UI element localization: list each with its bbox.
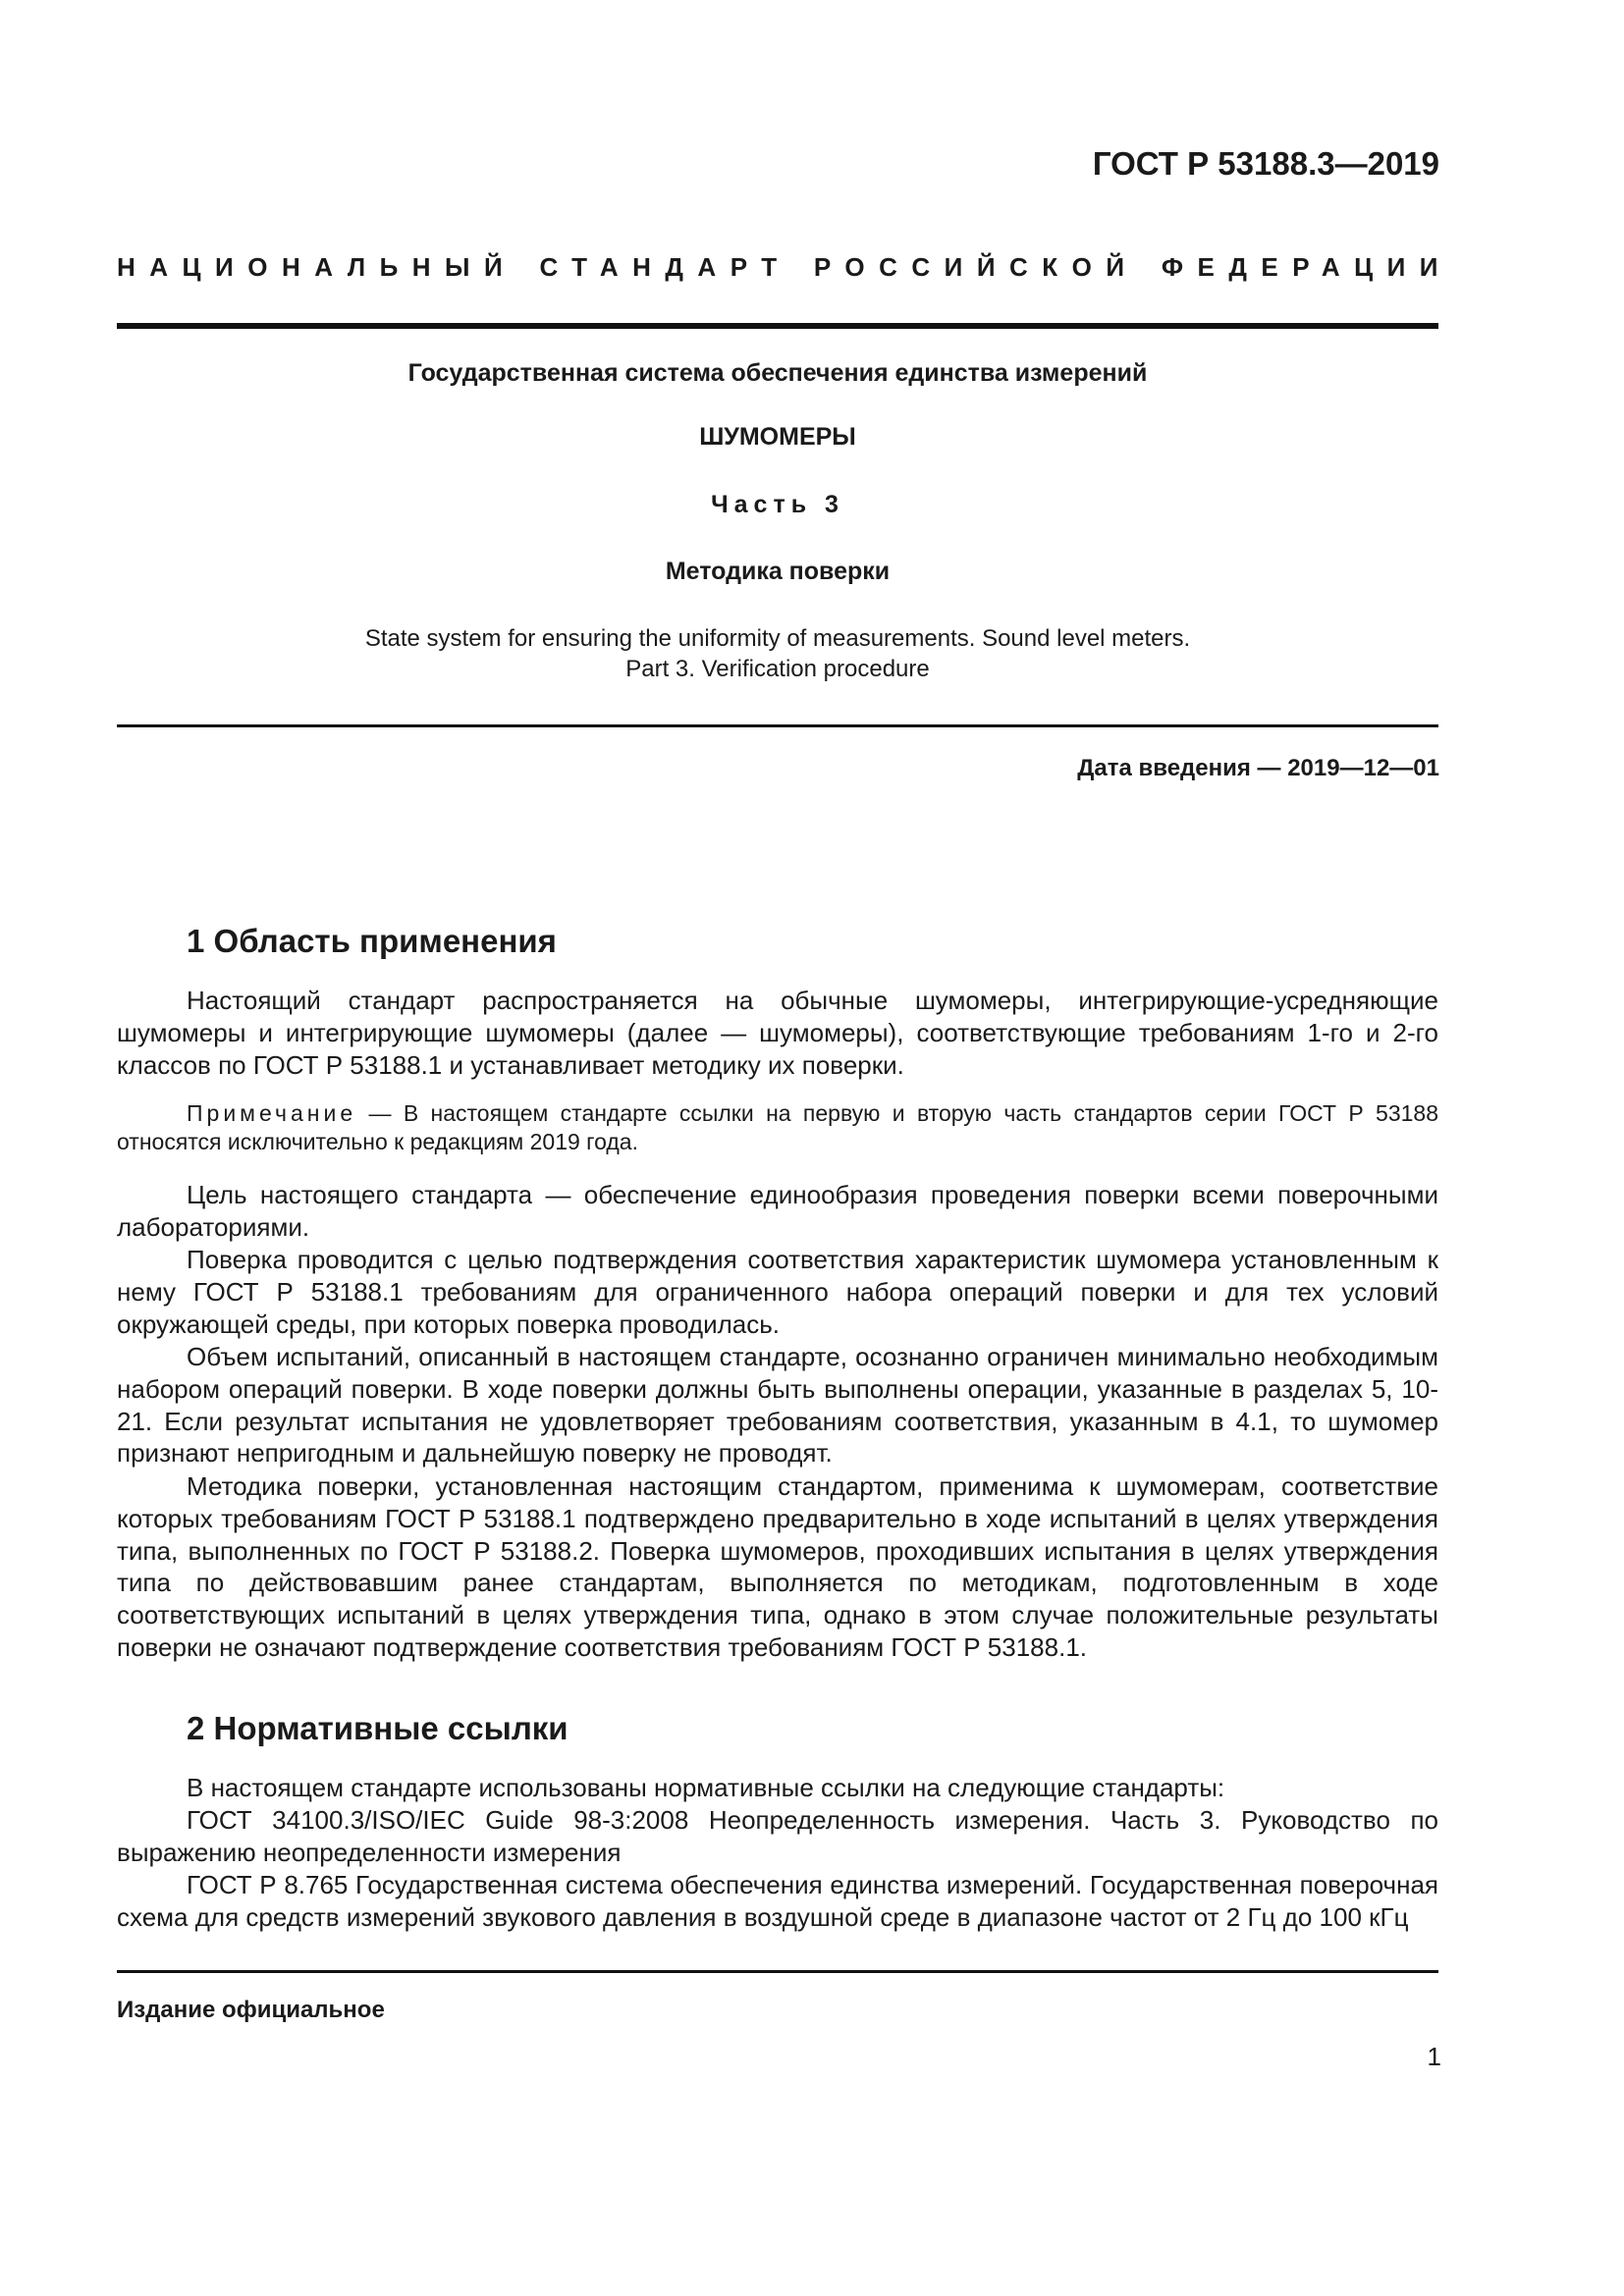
section-1-heading: 1 Область применения [187,923,557,959]
header-rule [117,323,1438,329]
main-title: ШУМОМЕРЫ [699,423,856,451]
english-title-line1: State system for ensuring the uniformity of measurements. Sound level meters. [364,625,1191,652]
national-standard-banner [117,252,1452,283]
banner-word: РОССИЙСКОЙ [813,252,1139,282]
section-2-paragraph: В настоящем стандарте использованы нормативные ссылки на следующие стандарты: [187,1773,1225,1802]
document-code: ГОСТ Р 53188.3—2019 [1092,145,1439,182]
english-title [117,623,1438,684]
banner-word: ФЕДЕРАЦИИ [1161,252,1452,282]
sub-title: Методика поверки [665,558,891,585]
section-1-paragraph: Поверка проводится с целью подтверждения соответствия характеристик шумомера установленным к нему ГОСТ Р 53188.1 требованиям для ограниченного набора операций поверки и для тех условий окружающей среды, при которых поверка проводилась. [117,1245,1438,1339]
page-number: 1 [1427,2042,1441,2071]
introduction-date: Дата введения — 2019—12—01 [1077,755,1439,781]
section-1-paragraph: Цель настоящего стандарта — обеспечение единообразия проведения поверки всеми поверочными лабораториями. [117,1180,1438,1242]
section-2-reference: ГОСТ Р 8.765 Государственная система обеспечения единства измерений. Государственная поверочная схема для средств измерений звукового давления в воздушной среде в диапазоне частот от 2 Гц до 100 кГц [117,1870,1438,1932]
note-text: — В настоящем стандарте ссылки на первую и вторую часть стандартов серии ГОСТ Р 53188 относятся исключительно к редакциям 2019 года. [117,1100,1438,1154]
banner-word: НАЦИОНАЛЬНЫЙ [117,252,517,282]
section-2-heading: 2 Нормативные ссылки [187,1710,568,1746]
banner-word: СТАНДАРТ [539,252,791,282]
section-1-paragraph: Методика поверки, установленная настоящим стандартом, применима к шумомерам, соответствие которых требованиям ГОСТ Р 53188.1 подтверждено предварительно в ходе испытаний в целях утверждения типа, выполненных по ГОСТ Р 53188.2. Поверка шумомеров, проходивших испытания в целях утверждения типа по действовавшим ранее стандартам, выполняется по методикам, подготовленным в ходе соответствующих испытаний в целях утверждения типа, однако в этом случае положительные результаты поверки не означают подтверждение соответствия требованиям ГОСТ Р 53188.1. [117,1471,1438,1662]
footer-rule [117,1970,1438,1973]
section-1-note [117,1099,1438,1156]
section-2-reference: ГОСТ 34100.3/ISO/IEC Guide 98-3:2008 Неопределенность измерения. Часть 3. Руководство по выражению неопределенности измерения [117,1805,1438,1867]
official-edition-label: Издание официальное [117,1997,385,2023]
title-rule [117,724,1438,727]
part-label: Часть 3 [711,491,844,518]
section-1-paragraph: Настоящий стандарт распространяется на обычные шумомеры, интегрирующие-усредняющие шумомеры и интегрирующие шумомеры (далее — шумомеры), соответствующие требованиям 1-го и 2-го классов по ГОСТ Р 53188.1 и устанавливает методику их поверки. [117,986,1438,1080]
note-label: Примечание [187,1100,357,1126]
section-1-paragraph: Объем испытаний, описанный в настоящем стандарте, осознанно ограничен минимально необходимым набором операций поверки. В ходе поверки должны быть выполнены операции, указанные в разделах 5, 10-21. Если результат испытания не удовлетворяет требованиям соответствия, указанным в 4.1, то шумомер признают непригодным и дальнейшую поверку не проводят. [117,1342,1438,1468]
english-title-line2: Part 3. Verification procedure [625,656,930,682]
system-title: Государственная система обеспечения единства измерений [407,359,1148,387]
